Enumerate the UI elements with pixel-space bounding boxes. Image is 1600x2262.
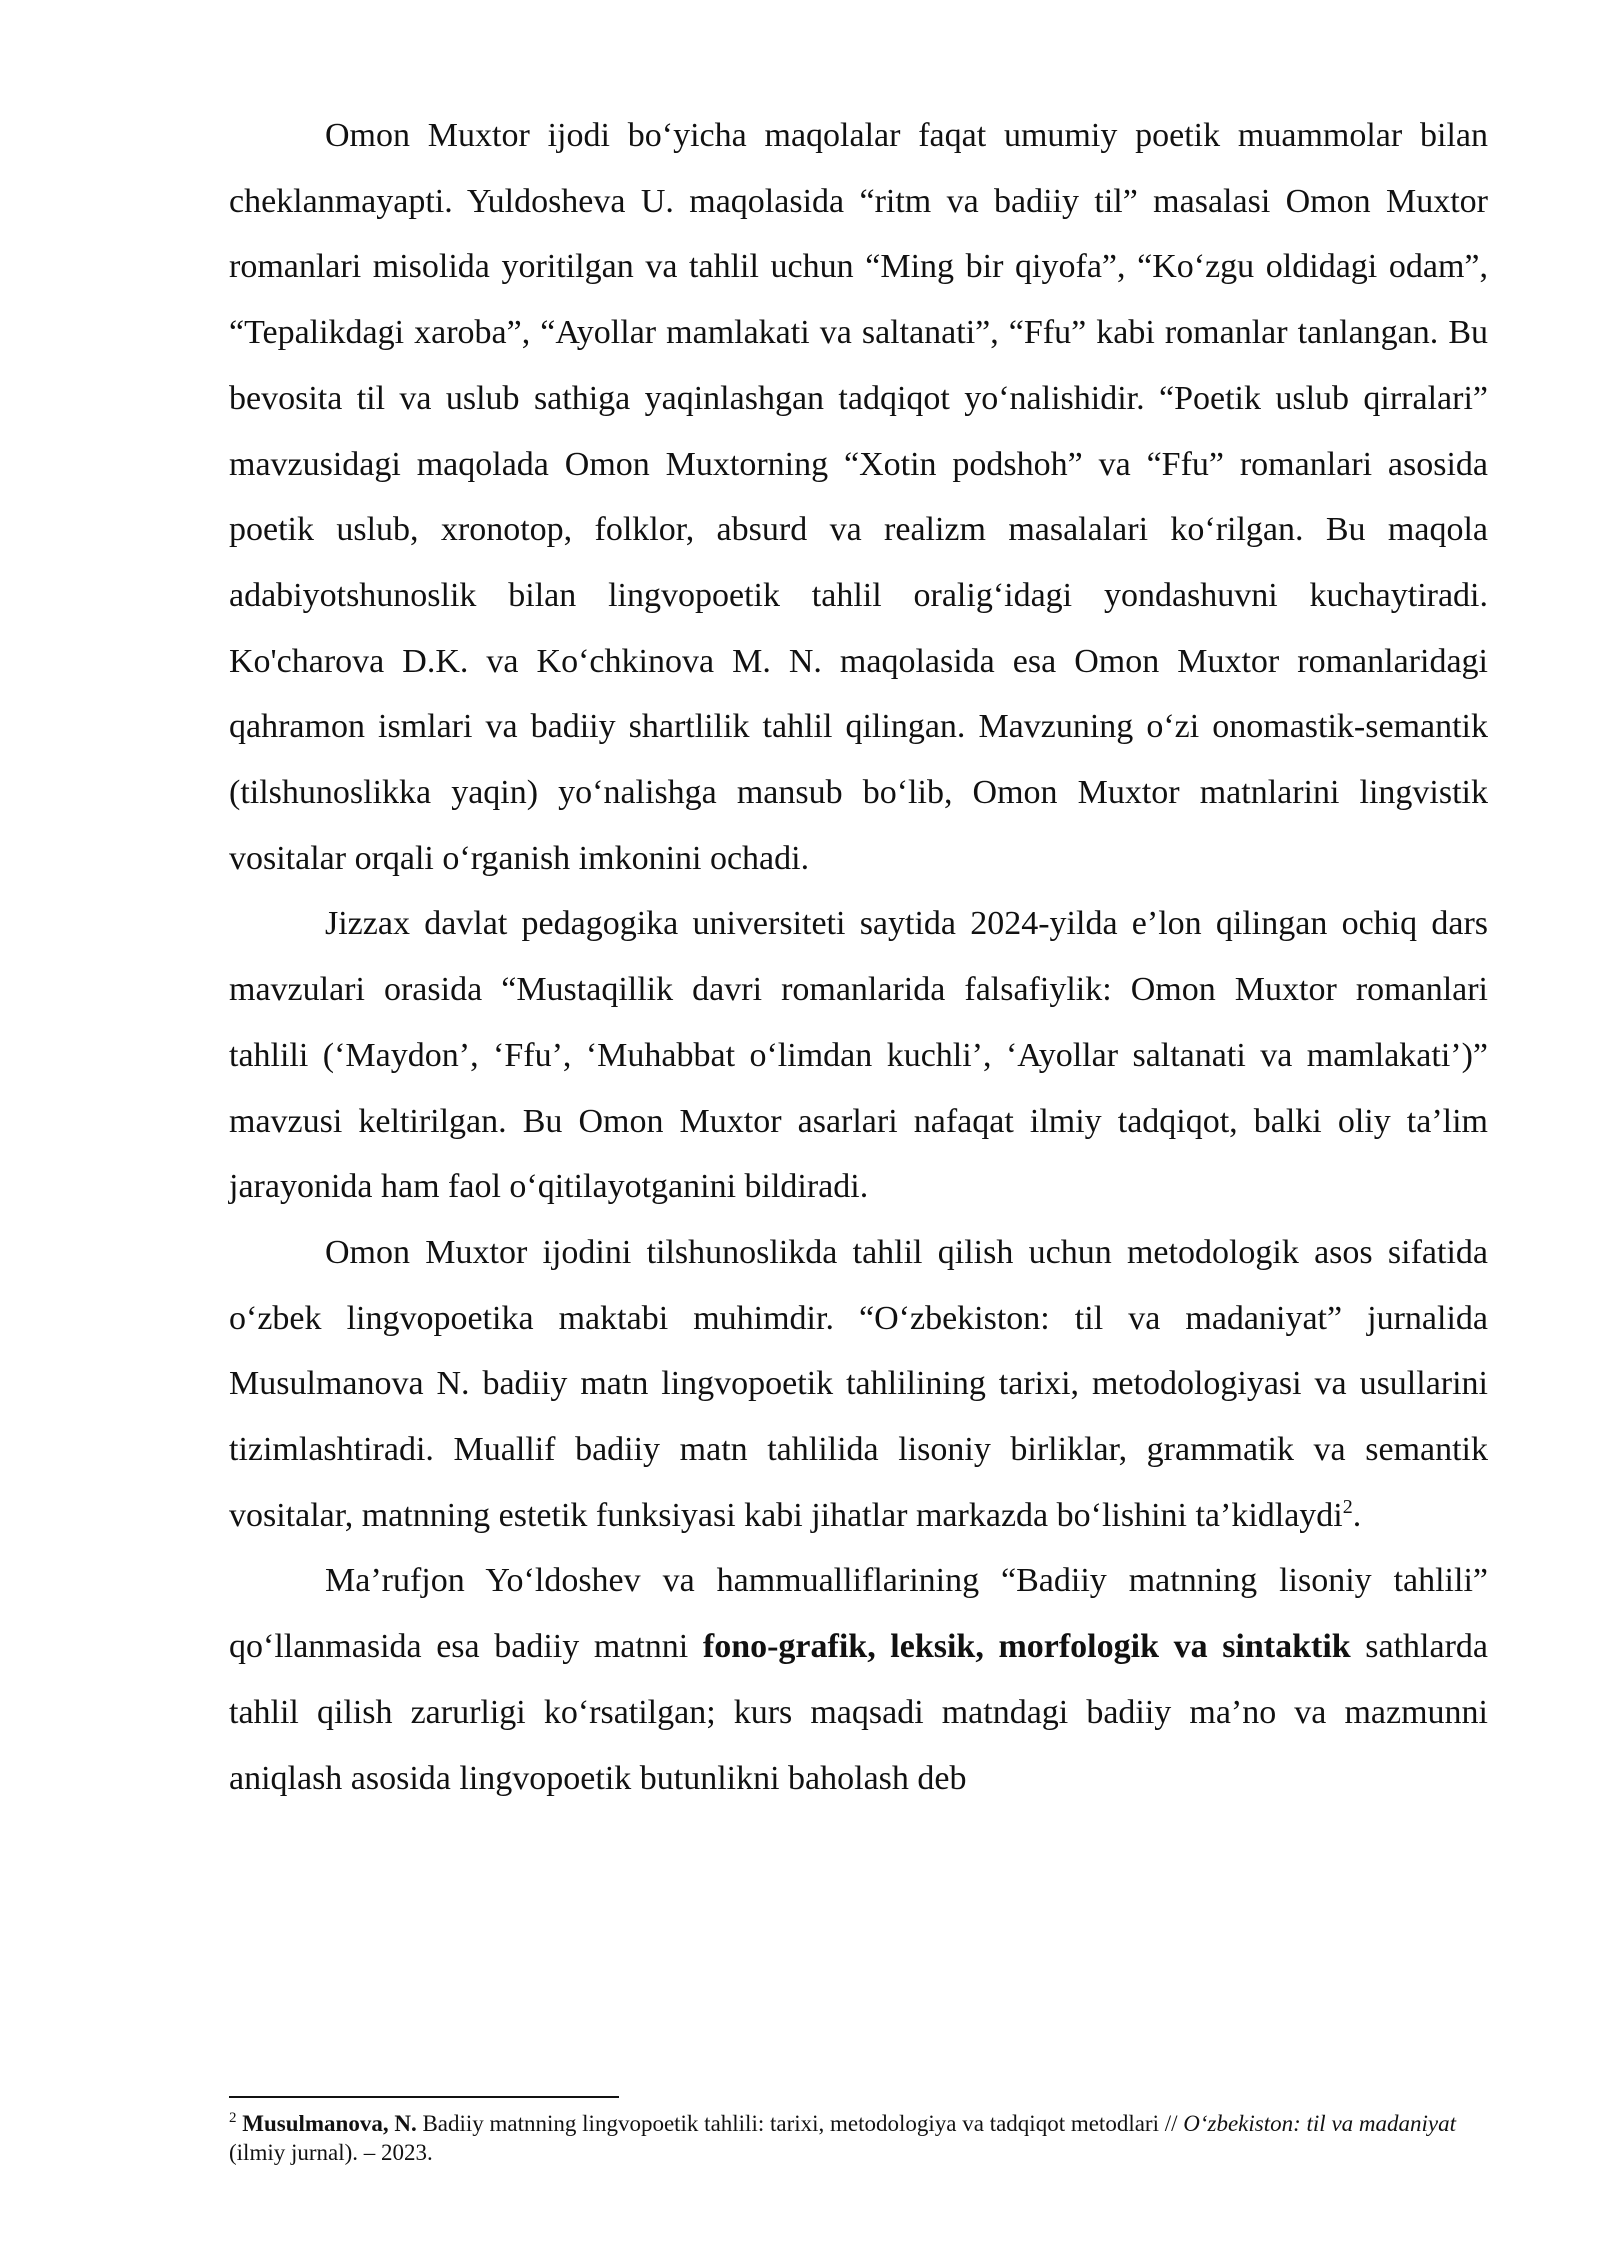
paragraph-3 [229,1220,1488,1549]
paragraph-1 [229,103,1488,891]
paragraph-2-text: Jizzax davlat pedagogika universiteti saytida 2024-yilda e’lon qilingan ochiq dars mavzulari orasida “Mustaqillik davri romanlarida falsafiylik: Omon Muxtor romanlari tahlili (‘Maydon’, ‘Ffu’, ‘Muhabbat o‘limdan kuchli’, ‘Ayollar saltanati va mamlakati’)” mavzusi keltirilgan. Bu Omon Muxtor asarlari nafaqat ilmiy tadqiqot, balki oliy ta’lim jarayonida ham faol o‘qitilayotganini bildiradi. [229,905,1488,1206]
footnote-journal: O‘zbekiston: til va madaniyat [1183,2111,1457,2136]
paragraph-4-text-end: sathlarda tahlil qilish zarurligi ko‘rsatilgan; kurs maqsadi matndagi badiiy ma’no va mazmunni aniqlash asosida lingvopoetik butunlikni baholash deb [229,1628,1489,1797]
paragraph-4-text-start: Ma’rufjon Yo‘ldoshev va hammualliflarining “Badiiy matnning lisoniy tahlili” qo‘llanmasida esa badiiy matnni [229,1562,1488,1666]
paragraph-3-end: . [1352,1496,1362,1534]
footnote-title: Badiiy matnning lingvopoetik tahlili: tarixi, metodologiya va tadqiqot metodlari // [416,2111,1184,2136]
footnote-number: 2 [229,2110,237,2126]
body-text [229,103,1488,1811]
footnote-reference[interactable]: 2 [1342,1495,1353,1518]
paragraph-3-text: Omon Muxtor ijodini tilshunoslikda tahlil qilish uchun metodologik asos sifatida o‘zbek lingvopoetika maktabi muhimdir. “O‘zbekiston: til va madaniyat” jurnalida Musulmanova N. badiiy matn lingvopoetik tahlilining tarixi, metodologiyasi va usullarini tizimlashtiradi. Muallif badiiy matn tahlilida lisoniy birliklar, grammatik va semantik vositalar, matnning estetik funksiyasi kabi jihatlar markazda bo‘lishini ta’kidlaydi [229,1233,1488,1534]
paragraph-2 [229,891,1488,1220]
paragraph-4-bold-terms: fono-grafik, leksik, morfologik va sintaktik [702,1628,1351,1666]
paragraph-1-text: Omon Muxtor ijodi bo‘yicha maqolalar faqat umumiy poetik muammolar bilan cheklanmayapti. Yuldosheva U. maqolasida “ritm va badiiy til” masalasi Omon Muxtor romanlari misolida yoritilgan va tahlil uchun “Ming bir qiyofa”, “Ko‘zgu oldidagi odam”, “Tepalikdagi xaroba”, “Ayollar mamlakati va saltanati”, “Ffu” kabi romanlar tanlangan. Bu bevosita til va uslub sathiga yaqinlashgan tadqiqot yo‘nalishidir. “Poetik uslub qirralari” mavzusidagi maqolada Omon Muxtorning “Xotin podshoh” va “Ffu” romanlari asosida poetik uslub, xronotop, folklor, absurd va realizm masalalari ko‘rilgan. Bu maqola adabiyotshunoslik bilan lingvopoetik tahlil oralig‘idagi yondashuvni kuchaytiradi. Ko'charova D.K. va Ko‘chkinova M. N. maqolasida esa Omon Muxtor romanlaridagi qahramon ismlari va badiiy shartlilik tahlil qilingan. Mavzuning o‘zi onomastik-semantik (tilshunoslikka yaqin) yo‘nalishga mansub bo‘lib, Omon Muxtor matnlarini lingvistik vositalar orqali o‘rganish imkonini ochadi. [229,117,1488,877]
footnote-author: Musulmanova, N. [242,2111,417,2136]
footnote-details: (ilmiy jurnal). – 2023. [229,2139,433,2165]
paragraph-4 [229,1548,1488,1811]
footnote-separator [229,2096,619,2098]
footnote [229,2110,1488,2167]
